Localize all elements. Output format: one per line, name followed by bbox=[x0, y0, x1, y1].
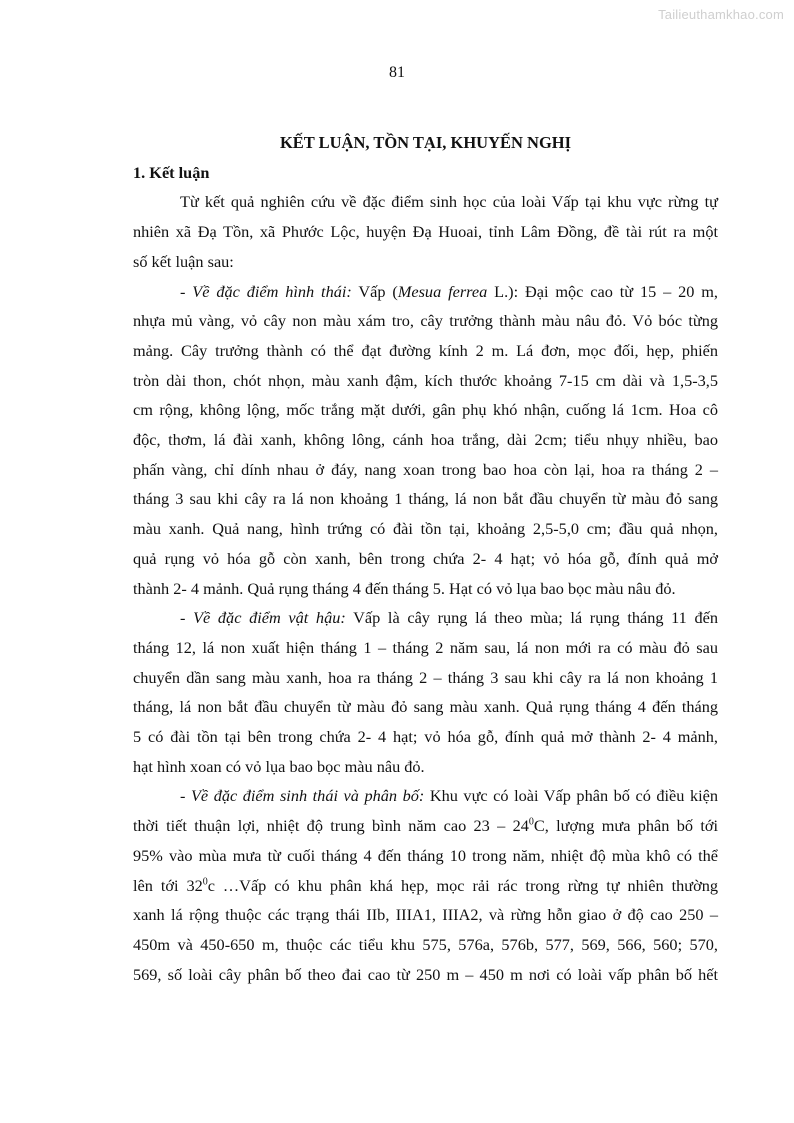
text-line: tháng, lá non bắt đầu chuyển từ màu đỏ sang màu xanh. Quả rụng tháng 4 đến tháng bbox=[133, 697, 718, 717]
text-span: Vấp ( bbox=[351, 281, 398, 301]
text-span: thời tiết thuận lợi, nhiệt độ trung bình năm cao 23 – 24 bbox=[133, 816, 529, 836]
text-line: chuyển dần sang màu xanh, hoa ra tháng 2 – tháng 3 sau khi cây ra lá non khoảng 1 bbox=[133, 667, 718, 687]
text-line bbox=[133, 811, 718, 841]
text-span: c …Vấp có khu phân khá hẹp, mọc rải rác trong rừng tự nhiên thường bbox=[207, 875, 718, 895]
text-line: 569, số loài cây phân bố theo đai cao từ 250 m – 450 m nơi có loài vấp phân bố hết bbox=[133, 964, 718, 984]
superscript: 0 bbox=[528, 816, 534, 828]
ecology-paragraph bbox=[133, 781, 718, 989]
text-span: L.): Đại mộc cao từ 15 – 20 m, bbox=[487, 281, 718, 301]
species-name: Mesua ferrea bbox=[397, 281, 488, 301]
morphology-label: - Về đặc điểm hình thái: bbox=[180, 281, 352, 301]
text-line: Từ kết quả nghiên cứu về đặc điểm sinh học của loài Vấp tại khu vực rừng tự bbox=[180, 192, 718, 212]
page-title: KẾT LUẬN, TỒN TẠI, KHUYẾN NGHỊ bbox=[279, 133, 572, 152]
watermark: Tailieuthamkhao.com bbox=[658, 7, 784, 22]
text-line: 450m và 450-650 m, thuộc các tiểu khu 575, 576a, 576b, 577, 569, 566, 560; 570, bbox=[133, 934, 718, 954]
section-heading: 1. Kết luận bbox=[133, 162, 210, 182]
text-span: lên tới 32 bbox=[133, 875, 203, 895]
page-number: 81 bbox=[389, 64, 405, 81]
text-line: 95% vào mùa mưa từ cuối tháng 4 đến tháng 10 trong năm, nhiệt độ mùa khô có thể bbox=[133, 845, 718, 865]
text-line: thành 2- 4 mảnh. Quả rụng tháng 4 đến tháng 5. Hạt có vỏ lụa bao bọc màu nâu đỏ. bbox=[133, 578, 676, 598]
intro-paragraph bbox=[133, 187, 718, 276]
phenology-label: - Về đặc điểm vật hậu: bbox=[180, 608, 346, 628]
ecology-label: - Về đặc điểm sinh thái và phân bố: bbox=[180, 786, 425, 806]
text-line: phấn vàng, chỉ dính nhau ở đáy, nang xoan trong bao hoa còn lại, hoa ra tháng 2 – bbox=[133, 459, 718, 479]
text-line bbox=[133, 781, 718, 811]
text-line: cm rộng, không lộng, mốc trắng mặt dưới, gân phụ khó nhận, cuống lá 1cm. Hoa cô bbox=[133, 400, 718, 420]
text-line bbox=[133, 871, 718, 901]
text-line bbox=[133, 277, 718, 307]
text-line: màu xanh. Quả nang, hình trứng có đài tồn tại, khoảng 2,5-5,0 cm; đầu quả nhọn, bbox=[133, 519, 718, 539]
text-line: xanh lá rộng thuộc các trạng thái IIb, IIIA1, IIIA2, và rừng hỗn giao ở độ cao 250 – bbox=[133, 905, 718, 925]
morphology-paragraph bbox=[133, 277, 718, 604]
text-line: hạt hình xoan có vỏ lụa bao bọc màu nâu đỏ. bbox=[133, 756, 425, 776]
document-body bbox=[133, 128, 718, 989]
superscript: 0 bbox=[202, 876, 208, 888]
text-line: tròn dài thon, chót nhọn, màu xanh đậm, kích thước khoảng 7-15 cm dài và 1,5-3,5 bbox=[133, 370, 718, 390]
text-line: quả rụng vỏ hóa gỗ còn xanh, bên trong chứa 2- 4 hạt; vỏ hóa gỗ, đính quả mở bbox=[133, 548, 718, 568]
text-line: 5 có đài tồn tại bên trong chứa 2- 4 hạt; vỏ hóa gỗ, đính quả mở thành 2- 4 mảnh, bbox=[133, 727, 718, 747]
text-span: Khu vực có loài Vấp phân bố có điều kiện bbox=[424, 786, 719, 806]
text-span: Vấp là cây rụng lá theo mùa; lá rụng tháng 11 đến bbox=[345, 608, 718, 628]
text-line: tháng 12, lá non xuất hiện tháng 1 – tháng 2 năm sau, lá non mới ra có màu đỏ sau bbox=[133, 637, 718, 657]
text-span: C, lượng mưa phân bố tới bbox=[533, 816, 718, 836]
text-line: độc, thơm, lá đài xanh, không lông, cánh hoa trắng, dài 2cm; tiểu nhụy nhiều, bao bbox=[133, 430, 718, 450]
text-line: nhiên xã Đạ Tồn, xã Phước Lộc, huyện Đạ Huoai, tỉnh Lâm Đồng, đề tài rút ra một bbox=[133, 222, 718, 242]
text-line: số kết luận sau: bbox=[133, 251, 234, 271]
text-line: tháng 3 sau khi cây ra lá non khoảng 1 tháng, lá non bắt đầu chuyển từ màu đỏ sang bbox=[133, 489, 718, 509]
text-line: nhựa mủ vàng, vỏ cây non màu xám tro, cây trưởng thành màu nâu đỏ. Vỏ bóc từng bbox=[133, 311, 718, 331]
phenology-paragraph bbox=[133, 603, 718, 781]
text-line: mảng. Cây trưởng thành có thể đạt đường kính 2 m. Lá đơn, mọc đối, hẹp, phiến bbox=[133, 340, 718, 360]
text-line bbox=[133, 603, 718, 633]
